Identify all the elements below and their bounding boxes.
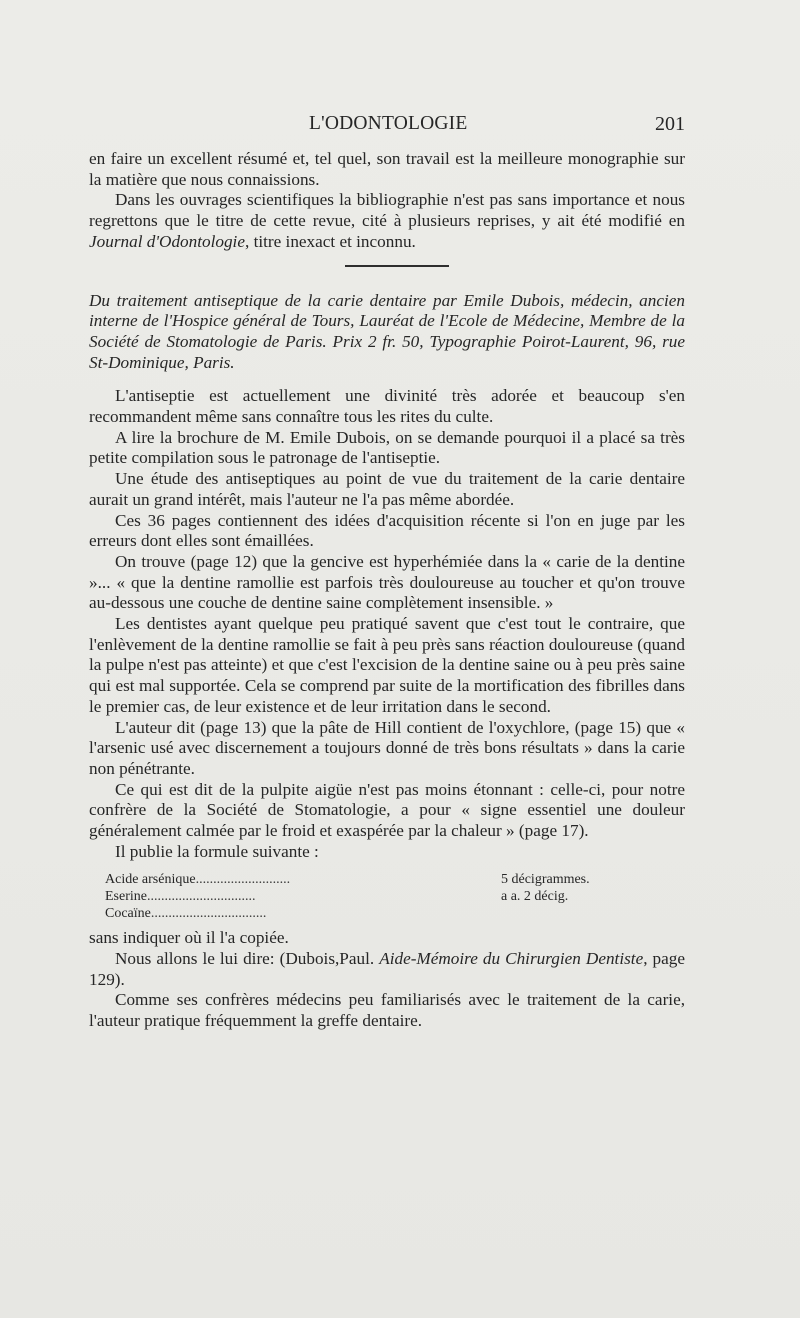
running-title: L'ODONTOLOGIE	[309, 113, 468, 134]
book-title: Aide-Mémoire du Chirurgien Dentiste	[379, 948, 644, 968]
formula-ingredient: Cocaïne.................................	[105, 905, 267, 921]
paragraph: sans indiquer où il l'a copiée.	[89, 928, 289, 948]
page-header	[89, 113, 685, 141]
review-heading-block	[89, 291, 685, 374]
paragraph: Les dentistes ayant quelque peu pratiqué savent que c'est tout le contraire, que l'enlèvement de la dentine ramollie se fait à peu près sans réaction douloureuse (quand la pulpe n'est pas atteinte) et que c'est l'excision de la dentine saine ou à peu près saine qui est mal supportée. Cela se comprend par suite de la mortification des fibrilles dans le premier cas, de leur existence et de leur irritation dans le second.	[89, 614, 685, 716]
formula-ingredient: Acide arsénique...........................	[105, 871, 291, 887]
paragraph: en faire un excellent résumé et, tel quel, son travail est la meilleure monographie sur la matière que nous connaissions.	[89, 149, 685, 189]
page-number: 201	[655, 113, 685, 135]
section-divider	[89, 253, 685, 291]
paragraph: A lire la brochure de M. Emile Dubois, on se demande pourquoi il a placé sa très petite compilation sous le patronage de l'antiseptie.	[89, 427, 685, 468]
formula-row	[105, 888, 685, 905]
text-run: Dans les ouvrages scientifiques la bibliographie n'est pas sans importance et nous regrettons que le titre de cette revue, cité à plusieurs reprises, y ait été modifié en	[89, 190, 685, 231]
paragraph	[89, 949, 685, 990]
paragraph: Comme ses confrères médecins peu familiarisés avec le traitement de la carie, l'auteur pratique fréquemment la greffe dentaire.	[89, 990, 685, 1030]
paragraph: On trouve (page 12) que la gencive est hyperhémiée dans la « carie de la dentine »... « que la dentine ramollie est parfois très douloureuse au toucher et qu'on trouve au-dessous une couche de dentine saine complètement insensible. »	[89, 551, 685, 613]
formula-ingredient: Eserine...............................	[105, 888, 256, 904]
text-run: , page 129).	[89, 948, 685, 989]
paragraph: L'antiseptie est actuellement une divinité très adorée et beaucoup s'en recommandent même sans connaître tous les rites du culte.	[89, 386, 685, 427]
paragraph: Il publie la formule suivante :	[115, 841, 319, 861]
paragraph: Ces 36 pages contiennent des idées d'acquisition récente si l'on en juge par les erreurs dont elles sont émaillées.	[89, 510, 685, 551]
divider-rule	[345, 265, 449, 267]
formula-row	[105, 905, 685, 922]
formula-row	[105, 871, 685, 888]
paragraph: Ce qui est dit de la pulpite aigüe n'est pas moins étonnant : celle-ci, pour notre confrère de la Société de Stomatologie, a pour « signe essentiel une douleur généralement calmée par le froid et exaspérée par la chaleur » (page 17).	[89, 779, 685, 841]
text-run: , titre inexact et inconnu.	[244, 231, 416, 251]
paragraph	[89, 190, 685, 252]
formula-list	[105, 871, 685, 923]
formula-dose	[495, 905, 501, 922]
spacer	[89, 373, 685, 386]
paragraph: Une étude des antiseptiques au point de vue du traitement de la carie dentaire aurait un grand intérêt, mais l'auteur ne l'a pas même abordée.	[89, 469, 685, 509]
review-heading: Du traitement antiseptique de la carie dentaire par Emile Dubois, médecin, ancien interne de l'Hospice général de Tours, Lauréat de l'Ecole de Médecine, Membre de la Société de Stomatologie de Paris. Prix 2 fr. 50, Typographie Poirot-Laurent, 96, rue St-Dominique, Paris.	[89, 290, 685, 372]
paragraph: L'auteur dit (page 13) que la pâte de Hill contient de l'oxychlore, (page 15) que « l'arsenic usé avec discernement a toujours donné de très bons résultats » dans la carie non pénétrante.	[89, 717, 685, 778]
article-body	[89, 149, 685, 1032]
text-run: Nous allons le lui dire: (Dubois,Paul.	[115, 948, 380, 968]
journal-title: Journal d'Odontologie	[89, 231, 245, 251]
formula-dose: 5 décigrammes.	[501, 871, 590, 887]
formula-dose: a a. 2 décig.	[501, 888, 569, 904]
